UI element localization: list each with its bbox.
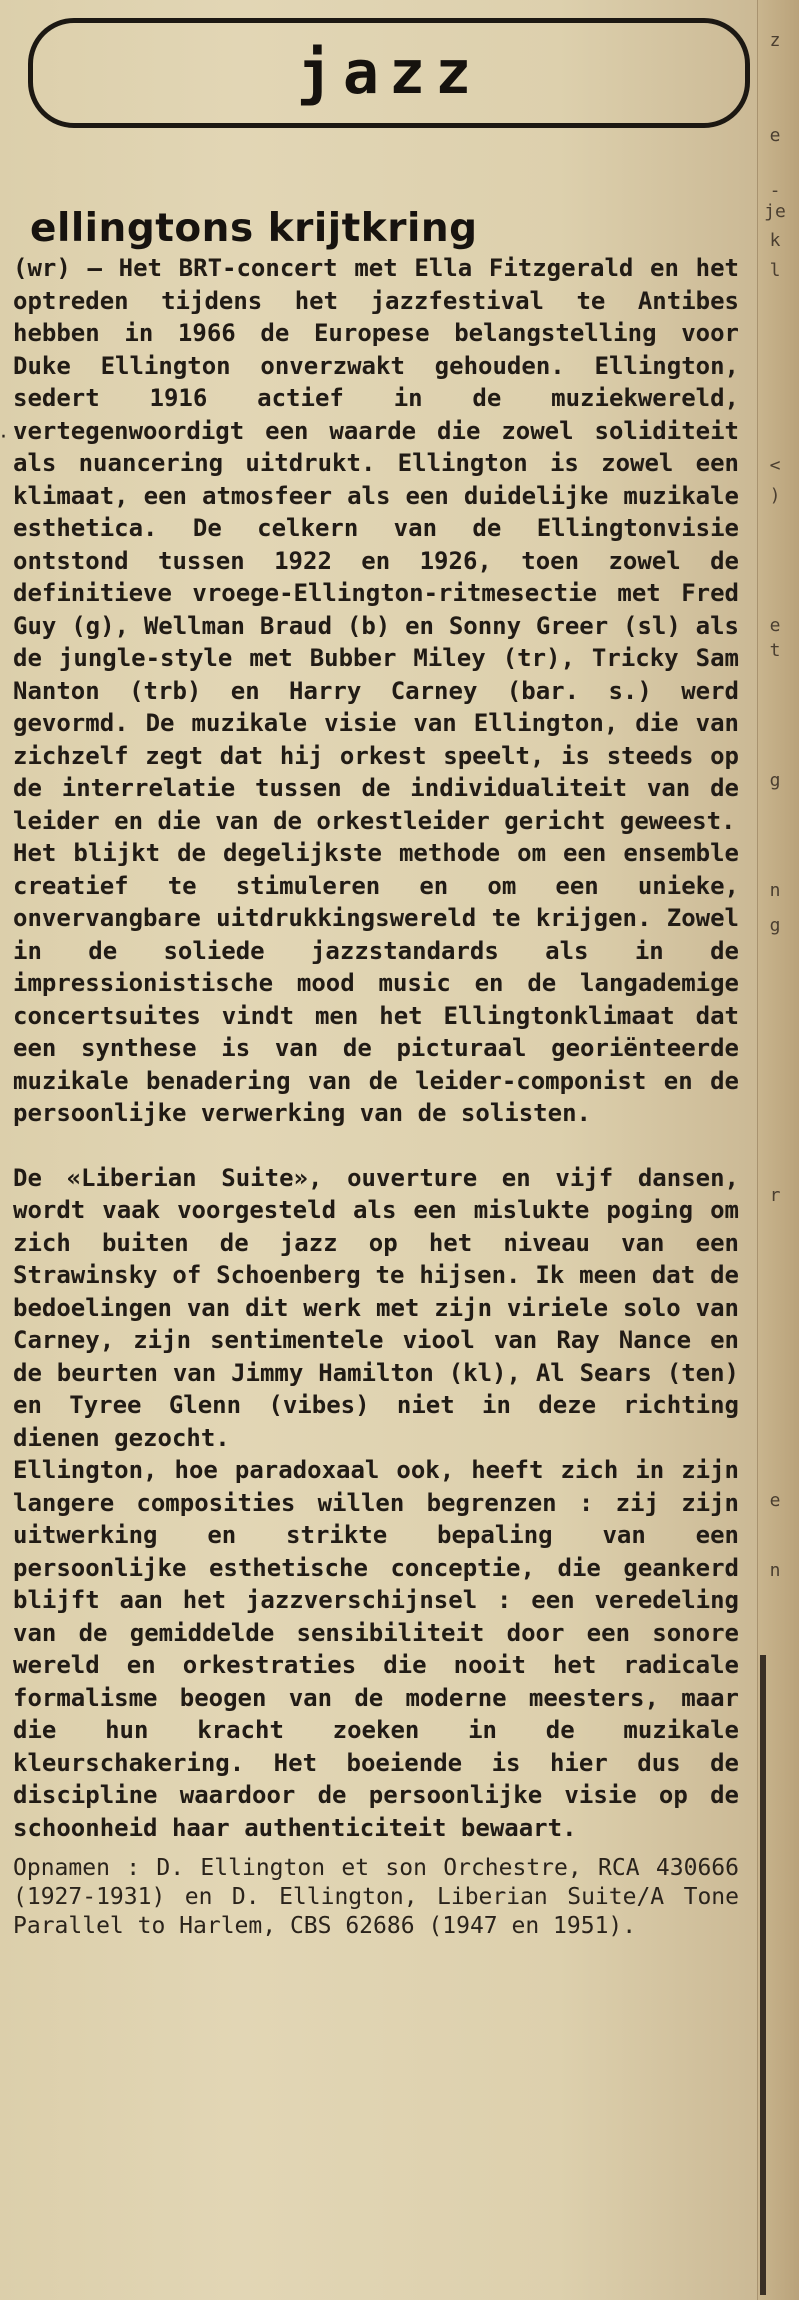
section-masthead (28, 18, 750, 128)
recordings-credits: Opnamen : D. Ellington et son Orchestre, RCA 430666 (1927-1931) en D. Ellington, Liberian Suite/A Tone Parallel to Harlem, CBS 62686 (1947 en 1951). (13, 1855, 739, 1939)
edge-fragment: - je (764, 180, 786, 222)
paragraph-2: Het blijkt de degelijkste methode om een ensemble creatief te stimuleren en om een unieke, onvervangbare uitdrukkingswereld te krijgen. Zowel in de soliede jazzstandards als in de impressionistische mood music en de langademige concertsuites vindt men het Ellingtonklimaat dat een synthese is van de picturaal georiënteerde muzikale benadering van de leider-componist en de persoonlijke verwerking van de solisten. (13, 839, 739, 1127)
edge-fragment: ) (769, 485, 781, 506)
edge-fragment: n (769, 1560, 781, 1581)
edge-fragment: g (769, 915, 781, 936)
edge-fragment: < (769, 455, 781, 476)
article-body (13, 252, 739, 1941)
column-rule (760, 1655, 766, 2295)
article-headline: ellingtons krijtkring (30, 206, 478, 251)
paragraph-1: (wr) — Het BRT-concert met Ella Fitzgerald en het optreden tijdens het jazzfestival te Antibes hebben in 1966 de Europese belangstelling voor Duke Ellington onverzwakt gehouden. Ellington, sedert 1916 actief in de muziekwereld, vertegenwoordigt een waarde die zowel soliditeit als nuancering uitdrukt. Ellington is zowel een klimaat, een atmosfeer als een duidelijke muzikale esthetica. De celkern van de Ellingtonvisie ontstond tussen 1922 en 1926, toen zowel de definitieve vroege-Ellington-ritmesectie met Fred Guy (g), Wellman Braud (b) en Sonny Greer (sl) als de jungle-style met Bubber Miley (tr), Tricky Sam Nanton (trb) en Harry Carney (bar. s.) werd gevormd. De muzikale visie van Ellington, die van zichzelf zegt dat hij orkest speelt, is steeds op de interrelatie tussen de individualiteit van de leider en die van de orkestleider gericht geweest. (13, 254, 739, 835)
paragraph-4: Ellington, hoe paradoxaal ook, heeft zich in zijn langere composities willen begrenzen : zij zijn uitwerking en strikte bepaling van een persoonlijke esthetische conceptie, die geankerd blijft aan het jazzverschijnsel : een veredeling van de gemiddelde sensibiliteit door een sonore wereld en orkestraties die nooit het radicale formalisme beogen van de moderne meesters, maar die hun kracht zoeken in de muzikale kleurschakering. Het boeiende is hier dus de discipline waardoor de persoonlijke visie op de schoonheid haar authenticiteit bewaart. (13, 1456, 739, 1842)
edge-fragment: n (769, 880, 781, 901)
edge-fragment: l (769, 260, 781, 281)
edge-fragment: e (769, 125, 781, 146)
edge-fragment: r (769, 1185, 781, 1206)
edge-fragment: e (769, 615, 781, 636)
section-title: jazz (296, 38, 482, 108)
edge-fragment: e (769, 1490, 781, 1511)
edge-fragment: k (769, 230, 781, 251)
margin-dot: · (0, 425, 7, 450)
edge-fragment: z (769, 30, 781, 51)
paragraph-3: De «Liberian Suite», ouverture en vijf dansen, wordt vaak voorgesteld als een mislukte poging om zich buiten de jazz op het niveau van een Strawinsky of Schoenberg te hijsen. Ik meen dat de bedoelingen van dit werk met zijn viriele solo van Carney, zijn sentimentele viool van Ray Nance en de beurten van Jimmy Hamilton (kl), Al Sears (ten) en Tyree Glenn (vibes) niet in deze richting dienen gezocht. (13, 1163, 739, 1452)
edge-fragment: g (769, 770, 781, 791)
edge-fragment: t (769, 640, 781, 661)
